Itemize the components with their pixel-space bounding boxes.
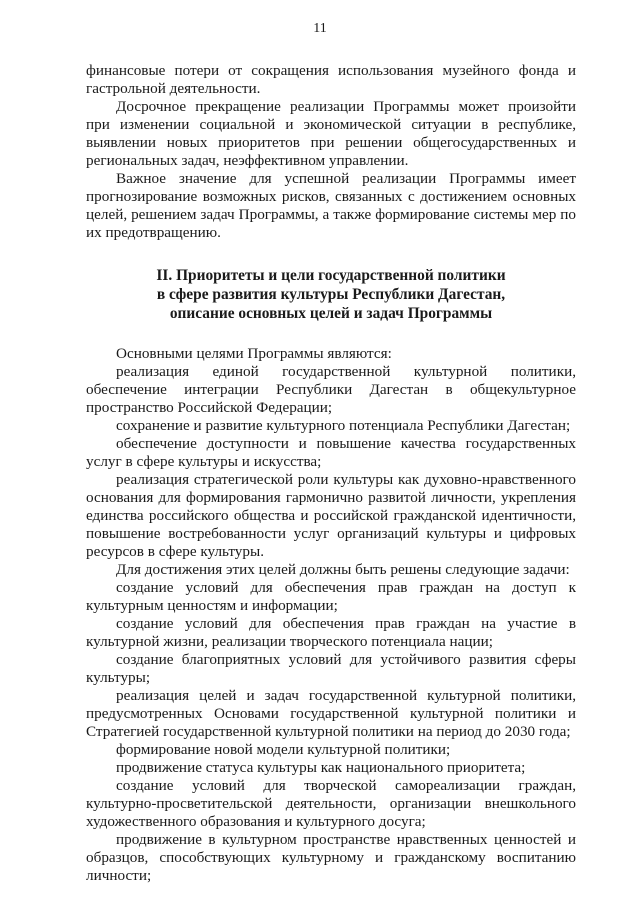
paragraph: реализация целей и задач государственной культурной политики, предусмотренных Основами государственной культурной политики и Стратегией государственной культурной политики на период до 2030 года; bbox=[86, 687, 576, 740]
section-heading-line: описание основных целей и задач Программы bbox=[169, 305, 493, 322]
section-heading-line: II. Приоритеты и цели государственной политики bbox=[156, 267, 506, 284]
paragraph: продвижение в культурном пространстве нравственных ценностей и образцов, способствующих культурному и гражданскому воспитанию личности; bbox=[86, 831, 576, 884]
paragraph: Для достижения этих целей должны быть решены следующие задачи: bbox=[116, 561, 570, 578]
page-number: 11 bbox=[313, 21, 327, 36]
paragraph: реализация стратегической роли культуры как духовно-нравственного основания для формирования гармонично развитой личности, укрепления единства российского общества и российской гражданской идентичности, повышение востребованности услуг организаций культуры и цифровых ресурсов в сфере культуры. bbox=[86, 471, 576, 560]
paragraph: создание условий для обеспечения прав граждан на доступ к культурным ценностям и информации; bbox=[86, 579, 576, 614]
paragraph: Основными целями Программы являются: bbox=[116, 345, 392, 362]
paragraph: создание условий для творческой самореализации граждан, культурно-просветительской деятельности, организации внешкольного художественного образования и культурного досуга; bbox=[86, 777, 576, 830]
paragraph: продвижение статуса культуры как национального приоритета; bbox=[116, 759, 526, 776]
paragraph: обеспечение доступности и повышение качества государственных услуг в сфере культуры и искусства; bbox=[86, 435, 576, 470]
paragraph: формирование новой модели культурной политики; bbox=[116, 741, 451, 758]
paragraph: Досрочное прекращение реализации Программы может произойти при изменении социальной и экономической ситуации в республике, выявлении новых приоритетов при решении общегосударственных и региональных задач, неэффективном управлении. bbox=[86, 98, 576, 169]
paragraph: финансовые потери от сокращения использования музейного фонда и гастрольной деятельности. bbox=[86, 62, 576, 97]
paragraph: Важное значение для успешной реализации Программы имеет прогнозирование возможных рисков, связанных с достижением основных целей, решением задач Программы, а также формирование системы мер по их предотвращению. bbox=[86, 170, 576, 241]
paragraph: создание благоприятных условий для устойчивого развития сферы культуры; bbox=[86, 651, 576, 686]
paragraph: реализация единой государственной культурной политики, обеспечение интеграции Республики Дагестан в общекультурное пространство Российской Федерации; bbox=[86, 363, 576, 416]
paragraph: сохранение и развитие культурного потенциала Республики Дагестан; bbox=[116, 417, 571, 434]
section-heading-line: в сфере развития культуры Республики Дагестан, bbox=[156, 286, 506, 303]
paragraph: создание условий для обеспечения прав граждан на участие в культурной жизни, реализации творческого потенциала нации; bbox=[86, 615, 576, 650]
document-body bbox=[86, 62, 576, 885]
section-heading bbox=[86, 266, 576, 323]
